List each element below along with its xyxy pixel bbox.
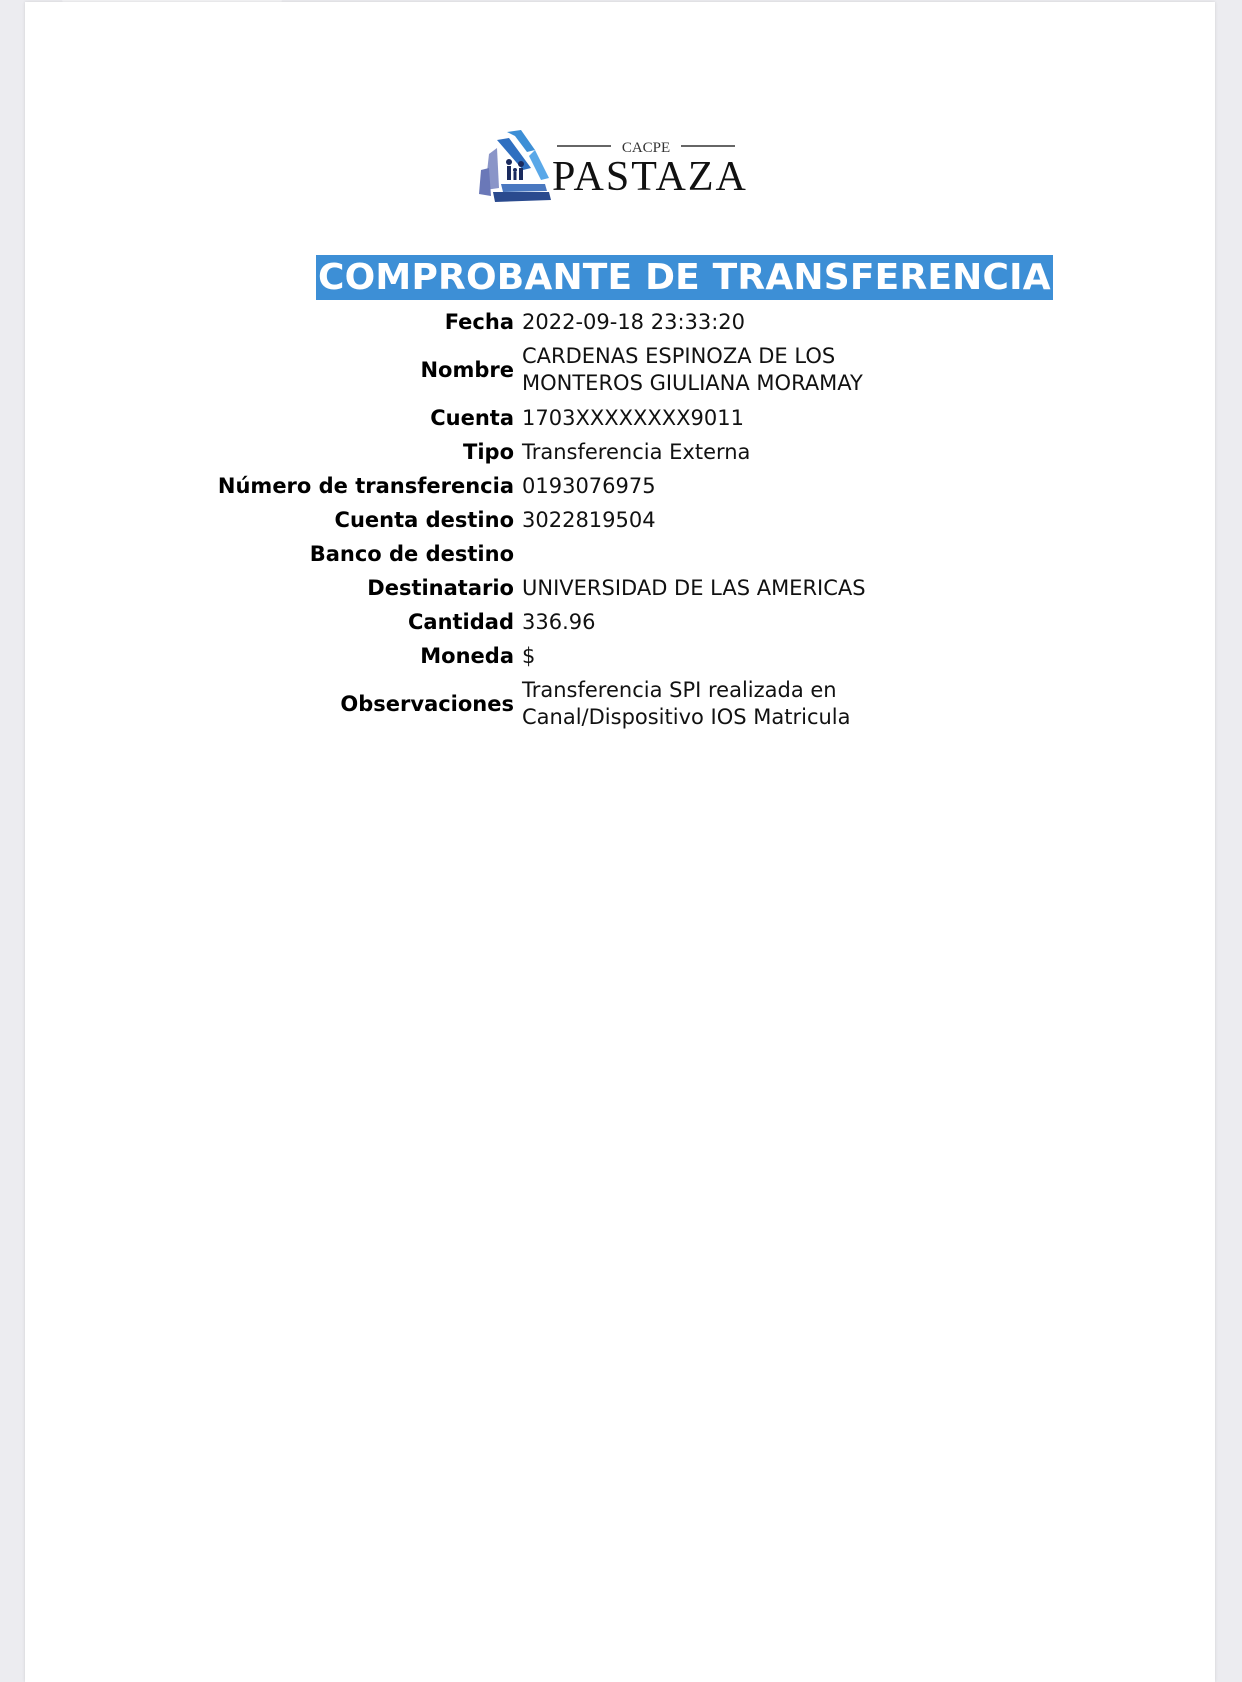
field-row-tipo xyxy=(25,435,1215,469)
field-label: Cantidad xyxy=(407,610,514,634)
field-label: Número de transferencia xyxy=(217,474,514,498)
field-value: 1703XXXXXXXX9011 xyxy=(522,405,744,430)
field-label: Fecha xyxy=(444,310,514,334)
field-label: Tipo xyxy=(463,440,514,464)
field-row-numero-transferencia xyxy=(25,469,1215,503)
field-value: $ xyxy=(522,643,536,668)
field-row-cuenta-destino xyxy=(25,503,1215,537)
field-value: 0193076975 xyxy=(522,473,656,498)
field-row-fecha xyxy=(25,305,1215,339)
field-value: 3022819504 xyxy=(522,507,656,532)
field-row-banco-destino xyxy=(25,537,1215,571)
field-row-nombre xyxy=(25,339,1215,401)
field-value: UNIVERSIDAD DE LAS AMERICAS xyxy=(522,575,866,600)
transfer-details xyxy=(25,305,1215,735)
field-row-destinatario xyxy=(25,571,1215,605)
field-value: Transferencia SPI realizada en Canal/Dispositivo IOS Matricula xyxy=(522,678,851,729)
field-row-cantidad xyxy=(25,605,1215,639)
field-value: CARDENAS ESPINOZA DE LOS MONTEROS GIULIANA MORAMAY xyxy=(522,344,863,395)
field-value: Transferencia Externa xyxy=(522,439,751,464)
document-page xyxy=(25,2,1215,1682)
field-label: Cuenta destino xyxy=(334,508,514,532)
field-label: Banco de destino xyxy=(309,542,514,566)
field-row-observaciones xyxy=(25,673,1215,735)
field-row-cuenta xyxy=(25,401,1215,435)
field-label: Moneda xyxy=(420,644,514,668)
logo-main-text: PASTAZA xyxy=(552,154,748,200)
field-value: 2022-09-18 23:33:20 xyxy=(522,309,746,334)
field-label: Observaciones xyxy=(340,692,514,716)
field-row-moneda xyxy=(25,639,1215,673)
field-value: 336.96 xyxy=(522,609,596,634)
field-label: Cuenta xyxy=(430,406,514,430)
logo-small-text: CACPE xyxy=(621,140,671,156)
cacpe-pastaza-logo xyxy=(475,128,795,214)
field-label: Nombre xyxy=(420,358,514,382)
field-label: Destinatario xyxy=(367,576,514,600)
logo-emblem-icon xyxy=(479,130,551,202)
page-title: COMPROBANTE DE TRANSFERENCIA xyxy=(318,257,1051,298)
